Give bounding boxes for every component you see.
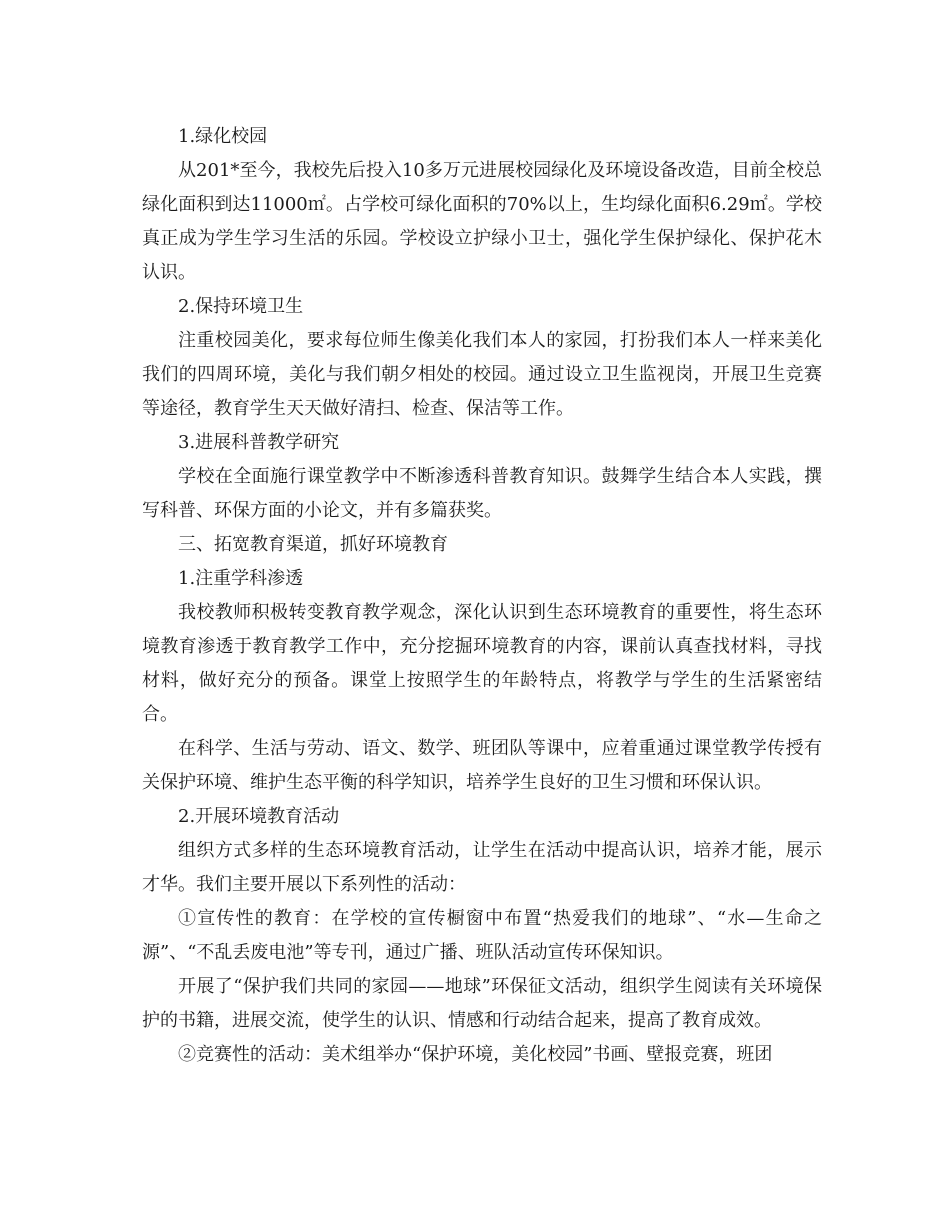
heading-keep-environment-clean: 2.保持环境卫生: [178, 296, 304, 317]
heading-environment-activities: 2.开展环境教育活动: [178, 806, 340, 827]
section-heading-education-channels: 三、拓宽教育渠道，抓好环境教育: [178, 534, 448, 555]
document-body: [142, 120, 822, 1072]
paragraph-campus-beautify: 注重校园美化，要求每位师生像美化我们本人的家园，打扮我们本人一样来美化我们的四周环境，美化与我们朝夕相处的校园。通过设立卫生监视岗，开展卫生竞赛等途径，教育学生天天做好清扫、检查、保洁等工作。: [142, 330, 822, 419]
paragraph-teacher-concepts: 我校教师积极转变教育教学观念，深化认识到生态环境教育的重要性，将生态环境教育渗透于教育教学工作中，充分挖掘环境教育的内容，课前认真查找材料，寻找材料，做好充分的预备。课堂上按照学生的年龄特点，将教学与学生的生活紧密结合。: [142, 602, 822, 725]
paragraph-essay-activity: 开展了“保护我们共同的家园——地球”环保征文活动，组织学生阅读有关环境保护的书籍，进展交流，使学生的认识、情感和行动结合起来，提高了教育成效。: [142, 976, 822, 1031]
paragraph-greening-details: 从201*至今，我校先后投入10多万元进展校园绿化及环境设备改造，目前全校总绿化面积到达11000㎡。占学校可绿化面积的70%以上，生均绿化面积6.29㎡。学校真正成为学生学习生活的乐园。学校设立护绿小卫士，强化学生保护绿化、保护花木认识。: [142, 160, 822, 283]
heading-greening-campus: 1.绿化校园: [178, 126, 268, 147]
paragraph-publicity-education: ①宣传性的教育：在学校的宣传橱窗中布置“热爱我们的地球”、“水—生命之源”、“不乱丢废电池”等专刊，通过广播、班队活动宣传环保知识。: [142, 908, 822, 963]
paragraph-competition-activity: ②竞赛性的活动：美术组举办“保护环境，美化校园”书画、壁报竞赛，班团: [178, 1044, 773, 1065]
paragraph-course-teaching: 在科学、生活与劳动、语文、数学、班团队等课中，应着重通过课堂教学传授有关保护环境、维护生态平衡的科学知识，培养学生良好的卫生习惯和环保认识。: [142, 738, 822, 793]
heading-science-teaching-research: 3.进展科普教学研究: [178, 432, 340, 453]
paragraph-activities-intro: 组织方式多样的生态环境教育活动，让学生在活动中提高认识，培养才能，展示才华。我们主要开展以下系列性的活动：: [142, 840, 822, 895]
paragraph-science-education: 学校在全面施行课堂教学中不断渗透科普教育知识。鼓舞学生结合本人实践，撰写科普、环保方面的小论文，并有多篇获奖。: [142, 466, 822, 521]
heading-subject-integration: 1.注重学科渗透: [178, 568, 304, 589]
